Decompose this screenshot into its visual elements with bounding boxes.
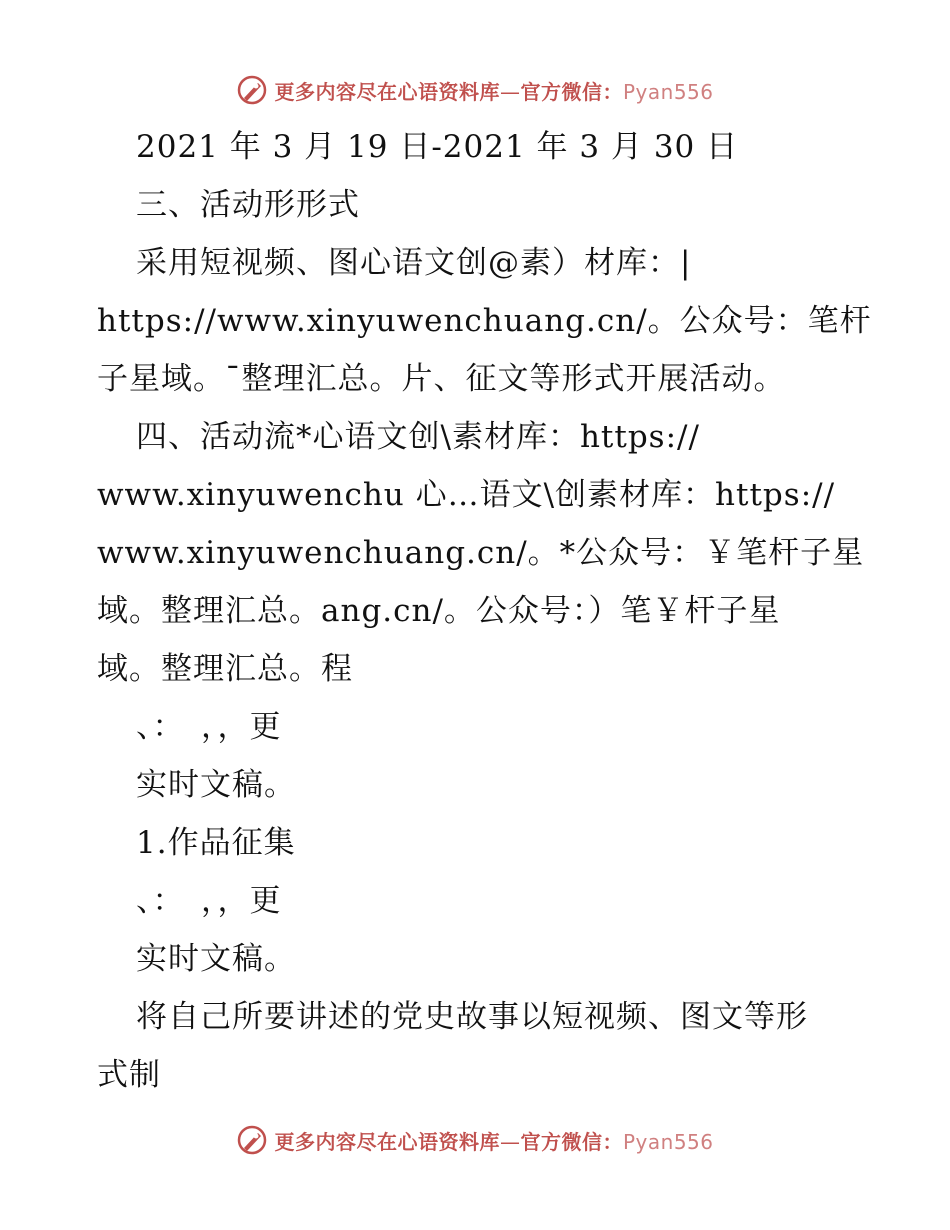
banner-text bbox=[274, 1126, 713, 1155]
text-line: 域。整理汇总。程 bbox=[97, 651, 353, 687]
text-line: 实时文稿。 bbox=[136, 767, 296, 803]
header-banner bbox=[0, 70, 950, 110]
banner-wechat-label: 官方微信： bbox=[520, 1129, 623, 1154]
text-line: https://www.xinyuwenchuang.cn/。公众号：笔杆 bbox=[97, 303, 872, 339]
banner-main-text: 更多内容尽在心语资料库 bbox=[274, 79, 500, 104]
text-line: www.xinyuwenchu 心…语文\创素材库：https:// bbox=[97, 477, 836, 513]
banner-dash: — bbox=[499, 1129, 521, 1154]
text-line: 子星域。¯整理汇总。片、征文等形式开展活动。 bbox=[97, 361, 786, 397]
banner-wechat-id: Pyan556 bbox=[622, 1129, 714, 1154]
text-line: 、： ，，更 bbox=[136, 709, 282, 745]
text-line: www.xinyuwenchuang.cn/。*公众号：￥笔杆子星 bbox=[97, 535, 865, 571]
text-line: 四、活动流*心语文创\素材库：https:// bbox=[136, 419, 700, 455]
text-line: 式制 bbox=[97, 1057, 161, 1093]
text-line: 2021 年 3 月 19 日-2021 年 3 月 30 日 bbox=[136, 129, 739, 165]
text-line: 三、活动形形式 bbox=[136, 187, 360, 223]
text-line: 采用短视频、图心语文创@素）材库：| bbox=[136, 245, 692, 281]
banner-dash: — bbox=[499, 79, 521, 104]
text-line: 、： ，，更 bbox=[136, 883, 282, 919]
banner-main-text: 更多内容尽在心语资料库 bbox=[274, 1129, 500, 1154]
pen-logo-icon bbox=[236, 1124, 268, 1156]
document-body bbox=[97, 118, 872, 1104]
text-line: 将自己所要讲述的党史故事以短视频、图文等形 bbox=[136, 999, 808, 1035]
text-line: 实时文稿。 bbox=[136, 941, 296, 977]
pen-logo-icon bbox=[236, 74, 268, 106]
text-line: 1.作品征集 bbox=[136, 825, 296, 861]
banner-wechat-id: Pyan556 bbox=[622, 79, 714, 104]
footer-banner bbox=[0, 1120, 950, 1160]
text-line: 域。整理汇总。ang.cn/。公众号：）笔￥杆子星 bbox=[97, 593, 781, 629]
banner-text bbox=[274, 76, 713, 105]
banner-wechat-label: 官方微信： bbox=[520, 79, 623, 104]
